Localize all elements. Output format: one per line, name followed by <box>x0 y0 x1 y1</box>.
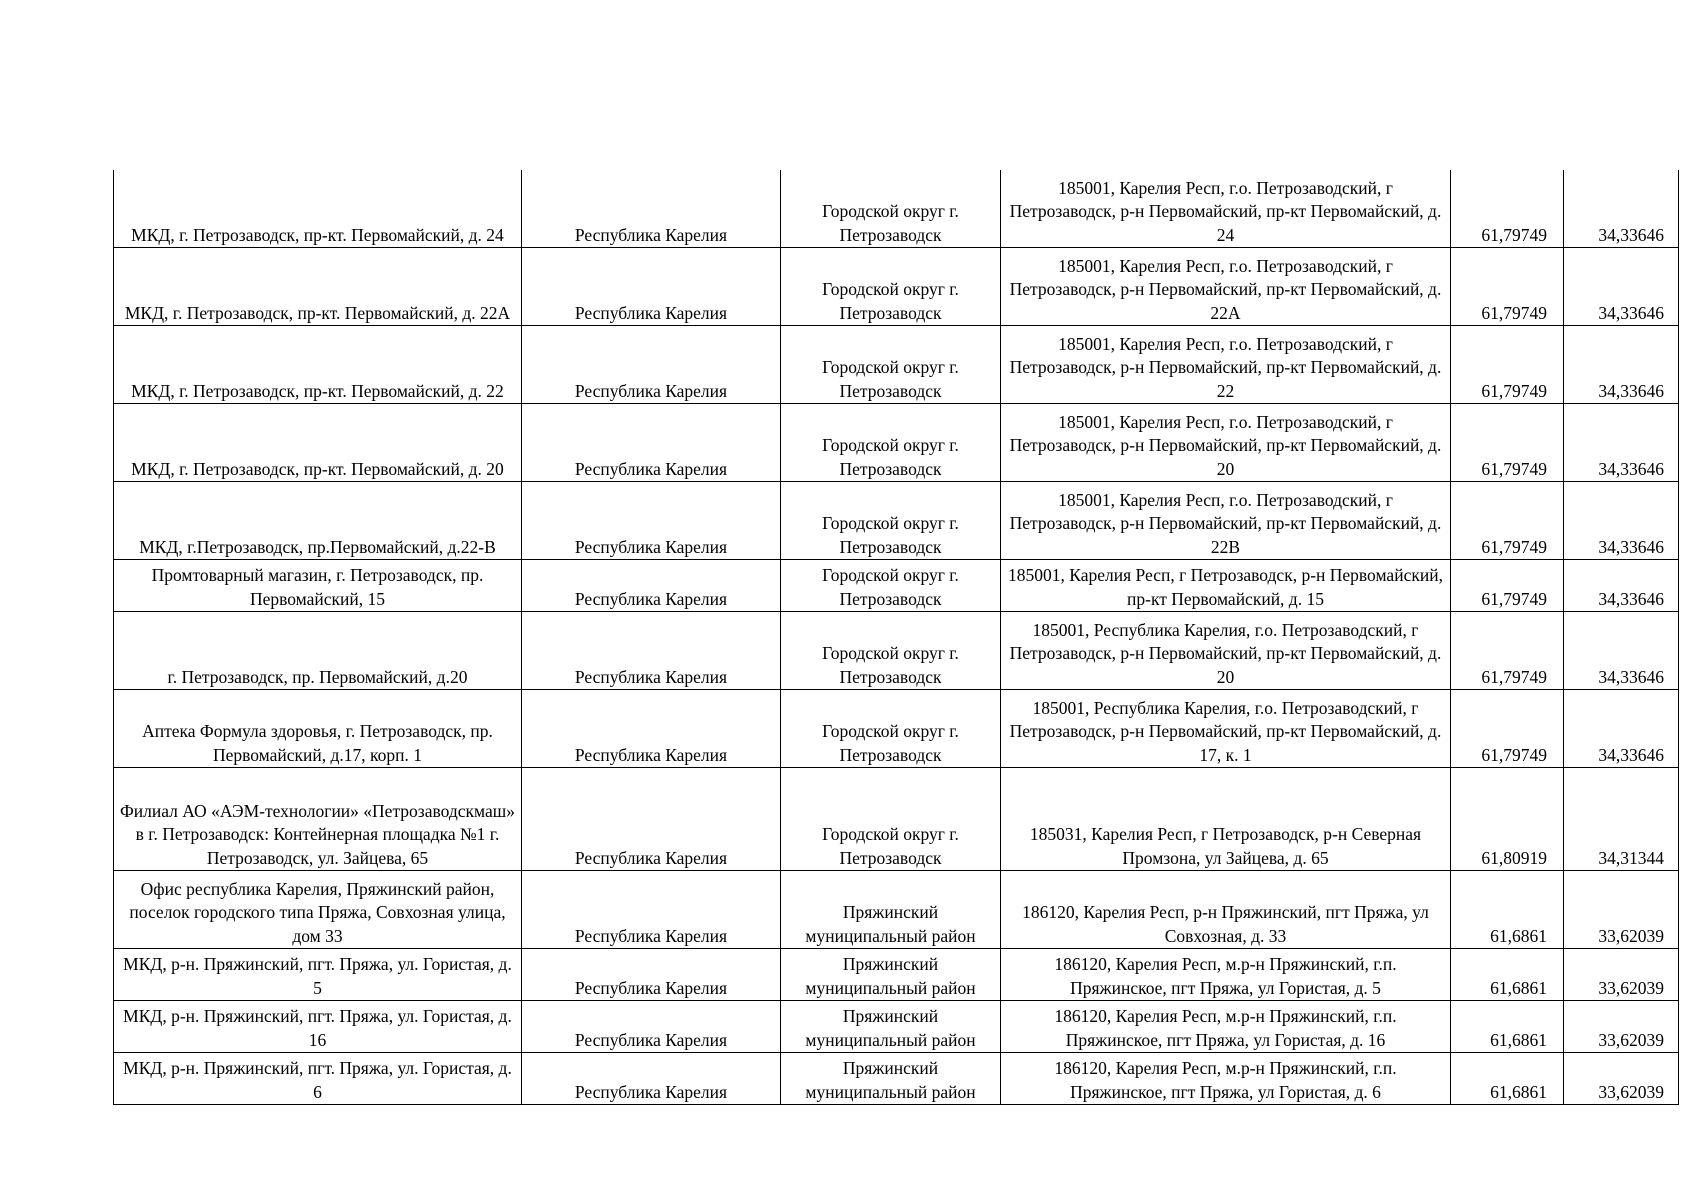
table-row <box>114 326 1679 404</box>
longitude-cell: 34,33646 <box>1564 560 1679 612</box>
latitude-cell: 61,79749 <box>1451 248 1564 326</box>
region-cell: Республика Карелия <box>522 248 781 326</box>
longitude-cell: 33,62039 <box>1564 949 1679 1001</box>
longitude-cell: 34,33646 <box>1564 482 1679 560</box>
longitude-cell: 34,33646 <box>1564 690 1679 768</box>
latitude-cell: 61,6861 <box>1451 1001 1564 1053</box>
region-cell: Республика Карелия <box>522 560 781 612</box>
object-name-cell: МКД, г. Петрозаводск, пр-кт. Первомайский, д. 20 <box>114 404 522 482</box>
region-cell: Республика Карелия <box>522 1001 781 1053</box>
object-name-cell: МКД, р-н. Пряжинский, пгт. Пряжа, ул. Гористая, д. 16 <box>114 1001 522 1053</box>
district-cell: Городской округ г. Петрозаводск <box>781 404 1001 482</box>
object-name-cell: Промтоварный магазин, г. Петрозаводск, пр. Первомайский, 15 <box>114 560 522 612</box>
object-name-cell: МКД, г. Петрозаводск, пр-кт. Первомайский, д. 22А <box>114 248 522 326</box>
district-cell: Городской округ г. Петрозаводск <box>781 482 1001 560</box>
latitude-cell: 61,79749 <box>1451 612 1564 690</box>
address-cell: 185001, Карелия Респ, г.о. Петрозаводский, г Петрозаводск, р-н Первомайский, пр-кт Первомайский, д. 24 <box>1001 170 1451 248</box>
address-cell: 185001, Карелия Респ, г Петрозаводск, р-н Первомайский, пр-кт Первомайский, д. 15 <box>1001 560 1451 612</box>
table-row <box>114 560 1679 612</box>
table-row <box>114 612 1679 690</box>
latitude-cell: 61,79749 <box>1451 560 1564 612</box>
latitude-cell: 61,6861 <box>1451 871 1564 949</box>
district-cell: Пряжинский муниципальный район <box>781 1053 1001 1105</box>
object-name-cell: Аптека Формула здоровья, г. Петрозаводск, пр. Первомайский, д.17, корп. 1 <box>114 690 522 768</box>
latitude-cell: 61,80919 <box>1451 768 1564 871</box>
table-row <box>114 871 1679 949</box>
district-cell: Городской округ г. Петрозаводск <box>781 326 1001 404</box>
region-cell: Республика Карелия <box>522 404 781 482</box>
latitude-cell: 61,6861 <box>1451 1053 1564 1105</box>
object-name-cell: г. Петрозаводск, пр. Первомайский, д.20 <box>114 612 522 690</box>
region-cell: Республика Карелия <box>522 690 781 768</box>
longitude-cell: 33,62039 <box>1564 1001 1679 1053</box>
object-name-cell: МКД, г. Петрозаводск, пр-кт. Первомайский, д. 22 <box>114 326 522 404</box>
longitude-cell: 34,31344 <box>1564 768 1679 871</box>
address-cell: 186120, Карелия Респ, м.р-н Пряжинский, г.п. Пряжинское, пгт Пряжа, ул Гористая, д. 5 <box>1001 949 1451 1001</box>
district-cell: Городской округ г. Петрозаводск <box>781 170 1001 248</box>
object-name-cell: Офис республика Карелия, Пряжинский район, поселок городского типа Пряжа, Совхозная улица, дом 33 <box>114 871 522 949</box>
longitude-cell: 34,33646 <box>1564 326 1679 404</box>
table-row <box>114 482 1679 560</box>
latitude-cell: 61,79749 <box>1451 690 1564 768</box>
district-cell: Городской округ г. Петрозаводск <box>781 560 1001 612</box>
address-cell: 185001, Республика Карелия, г.о. Петрозаводский, г Петрозаводск, р-н Первомайский, пр-кт Первомайский, д. 20 <box>1001 612 1451 690</box>
district-cell: Пряжинский муниципальный район <box>781 949 1001 1001</box>
latitude-cell: 61,79749 <box>1451 326 1564 404</box>
region-cell: Республика Карелия <box>522 326 781 404</box>
region-cell: Республика Карелия <box>522 768 781 871</box>
longitude-cell: 33,62039 <box>1564 871 1679 949</box>
address-cell: 185031, Карелия Респ, г Петрозаводск, р-н Северная Промзона, ул Зайцева, д. 65 <box>1001 768 1451 871</box>
table-row <box>114 1053 1679 1105</box>
region-cell: Республика Карелия <box>522 1053 781 1105</box>
district-cell: Пряжинский муниципальный район <box>781 871 1001 949</box>
table-row <box>114 1001 1679 1053</box>
table-row <box>114 170 1679 248</box>
table-row <box>114 404 1679 482</box>
address-cell: 185001, Карелия Респ, г.о. Петрозаводский, г Петрозаводск, р-н Первомайский, пр-кт Первомайский, д. 22В <box>1001 482 1451 560</box>
district-cell: Пряжинский муниципальный район <box>781 1001 1001 1053</box>
district-cell: Городской округ г. Петрозаводск <box>781 248 1001 326</box>
table-row <box>114 690 1679 768</box>
district-cell: Городской округ г. Петрозаводск <box>781 612 1001 690</box>
object-name-cell: МКД, г. Петрозаводск, пр-кт. Первомайский, д. 24 <box>114 170 522 248</box>
address-cell: 185001, Республика Карелия, г.о. Петрозаводский, г Петрозаводск, р-н Первомайский, пр-кт Первомайский, д. 17, к. 1 <box>1001 690 1451 768</box>
registry-table <box>113 170 1679 1105</box>
longitude-cell: 34,33646 <box>1564 612 1679 690</box>
latitude-cell: 61,79749 <box>1451 404 1564 482</box>
region-cell: Республика Карелия <box>522 170 781 248</box>
address-cell: 185001, Карелия Респ, г.о. Петрозаводский, г Петрозаводск, р-н Первомайский, пр-кт Первомайский, д. 22А <box>1001 248 1451 326</box>
object-name-cell: МКД, г.Петрозаводск, пр.Первомайский, д.22-В <box>114 482 522 560</box>
address-cell: 186120, Карелия Респ, м.р-н Пряжинский, г.п. Пряжинское, пгт Пряжа, ул Гористая, д. 6 <box>1001 1053 1451 1105</box>
table-row <box>114 949 1679 1001</box>
latitude-cell: 61,6861 <box>1451 949 1564 1001</box>
address-cell: 186120, Карелия Респ, м.р-н Пряжинский, г.п. Пряжинское, пгт Пряжа, ул Гористая, д. 16 <box>1001 1001 1451 1053</box>
region-cell: Республика Карелия <box>522 871 781 949</box>
object-name-cell: МКД, р-н. Пряжинский, пгт. Пряжа, ул. Гористая, д. 5 <box>114 949 522 1001</box>
longitude-cell: 34,33646 <box>1564 248 1679 326</box>
table-row <box>114 768 1679 871</box>
district-cell: Городской округ г. Петрозаводск <box>781 690 1001 768</box>
address-cell: 186120, Карелия Респ, р-н Пряжинский, пгт Пряжа, ул Совхозная, д. 33 <box>1001 871 1451 949</box>
region-cell: Республика Карелия <box>522 612 781 690</box>
latitude-cell: 61,79749 <box>1451 170 1564 248</box>
longitude-cell: 34,33646 <box>1564 170 1679 248</box>
region-cell: Республика Карелия <box>522 482 781 560</box>
table-row <box>114 248 1679 326</box>
address-cell: 185001, Карелия Респ, г.о. Петрозаводский, г Петрозаводск, р-н Первомайский, пр-кт Первомайский, д. 22 <box>1001 326 1451 404</box>
object-name-cell: МКД, р-н. Пряжинский, пгт. Пряжа, ул. Гористая, д. 6 <box>114 1053 522 1105</box>
longitude-cell: 33,62039 <box>1564 1053 1679 1105</box>
district-cell: Городской округ г. Петрозаводск <box>781 768 1001 871</box>
object-name-cell: Филиал АО «АЭМ-технологии» «Петрозаводскмаш» в г. Петрозаводск: Контейнерная площадка №1 г. Петрозаводск, ул. Зайцева, 65 <box>114 768 522 871</box>
address-cell: 185001, Карелия Респ, г.о. Петрозаводский, г Петрозаводск, р-н Первомайский, пр-кт Первомайский, д. 20 <box>1001 404 1451 482</box>
region-cell: Республика Карелия <box>522 949 781 1001</box>
longitude-cell: 34,33646 <box>1564 404 1679 482</box>
latitude-cell: 61,79749 <box>1451 482 1564 560</box>
